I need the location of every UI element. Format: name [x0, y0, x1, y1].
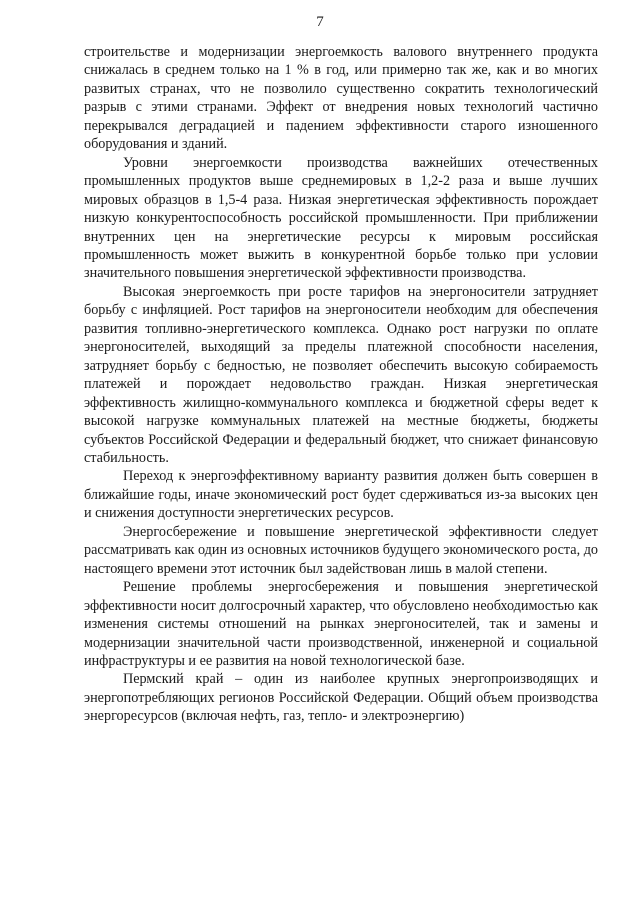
document-body [84, 43, 598, 726]
paragraph-transition: Переход к энергоэффективному варианту развития должен быть совершен в ближайшие годы, иначе экономический рост будет сдерживаться из-за высоких цен и снижения доступности энергетических ресурсов. [84, 468, 598, 522]
paragraph-long-term-solution: Решение проблемы энергосбережения и повышения энергетической эффективности носит долгосрочный характер, что обусловлено необходимостью как изменения системы отношений на рынках энергоносителей, так и замены и модернизации значительной части производственной, инженерной и социальной инфраструктуры и ее развития на новой технологической базе. [84, 579, 598, 669]
paragraph-perm-krai: Пермский край – один из наиболее крупных энергопроизводящих и энергопотребляющих регионов Российской Федерации. Общий объем производства энергоресурсов (включая нефть, газ, тепло- и электроэнергию) [84, 671, 598, 725]
paragraph-continuation: строительстве и модернизации энергоемкость валового внутреннего продукта снижалась в среднем только на 1 % в год, или примерно так же, как и во многих развитых странах, что не позволило существенно сократить технологический разрыв с этими странами. Эффект от внедрения новых технологий частично перекрывался деградацией и падением эффективности старого изношенного оборудования и зданий. [84, 44, 598, 153]
paragraph-energy-saving-growth: Энергосбережение и повышение энергетической эффективности следует рассматривать как один из основных источников будущего экономического роста, до настоящего времени этот источник был задействован лишь в малой степени. [84, 523, 598, 577]
paragraph-inflation-and-tariffs: Высокая энергоемкость при росте тарифов на энергоносители затрудняет борьбу с инфляцией. Рост тарифов на энергоносители необходим для обеспечения развития топливно-энергетического комплекса. Однако рост нагрузки по оплате энергоносителей, выходящий за пределы платежной способности населения, затрудняет борьбу с бедностью, не позволяет обеспечить высокую собираемость платежей и порождает недовольство граждан. Низкая энергетическая эффективность жилищно-коммунального комплекса и бюджетной сферы ведет к высокой нагрузке коммунальных платежей на местные бюджеты, бюджеты субъектов Российской Федерации и федеральный бюджет, что снижает финансовую стабильность. [84, 283, 598, 466]
paragraph-energy-intensity-levels: Уровни энергоемкости производства важнейших отечественных промышленных продуктов выше среднемировых в 1,2-2 раза и выше лучших мировых образцов в 1,5-4 раза. Низкая энергетическая эффективность порождает низкую конкурентоспособность российской промышленности. При приближении внутренних цен на энергетические ресурсы к мировым российская промышленность может выжить в конкурентной борьбе только при условии значительного повышения энергетической эффективности производства. [84, 154, 598, 282]
page-number: 7 [316, 14, 324, 30]
